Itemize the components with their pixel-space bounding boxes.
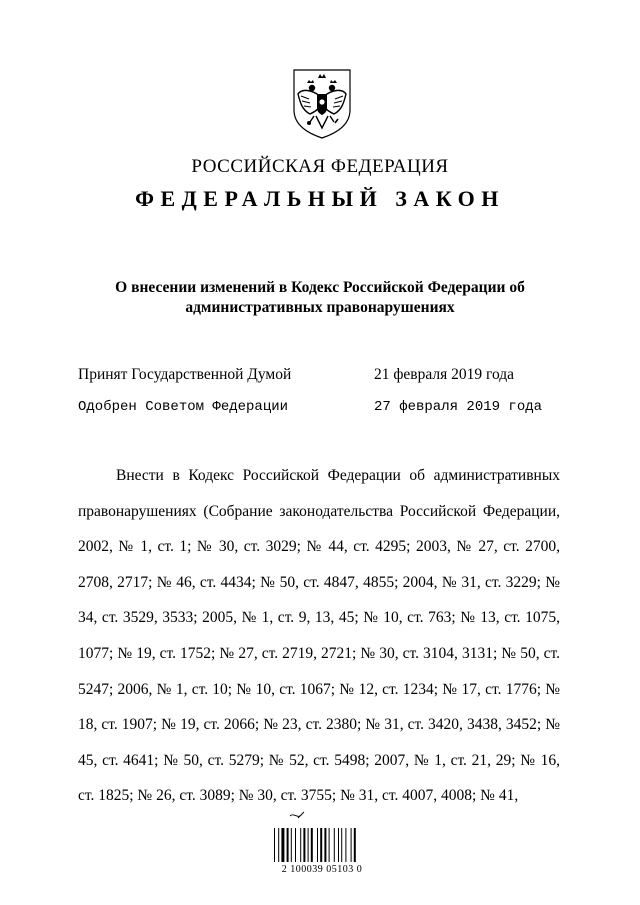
duma-adoption-label: Принят Государственной Думой: [78, 366, 292, 383]
barcode-number: 2 100039 05103 0: [281, 864, 363, 875]
body-paragraph: Внести в Кодекс Российской Федерации об административных правонарушениях (Собрание законодательства Российской Федерации, 2002, № 1, ст. 1; № 30, ст. 3029; № 44, ст. 4295; 2003, № 27, ст. 2700, 2708, 2717; № 46, ст. 4434; № 50, ст. 4847, 4855; 2004, № 31, ст. 3229; № 34, ст. 3529, 3533; 2005, № 1, ст. 9, 13, 45; № 10, ст. 763; № 13, ст. 1075, 1077; № 19, ст. 1752; № 27, ст. 2719, 2721; № 30, ст. 3104, 3131; № 50, ст. 5247; 2006, № 1, ст. 10; № 10, ст. 1067; № 12, ст. 1234; № 17, ст. 1776; № 18, ст. 1907; № 19, ст. 2066; № 23, ст. 2380; № 31, ст. 3420, 3438, 3452; № 45, ст. 4641; № 50, ст. 5279; № 52, ст. 5498; 2007, № 1, ст. 21, 29; № 16, ст. 1825; № 26, ст. 3089; № 30, ст. 3755; № 31, ст. 4007, 4008; № 41,: [78, 467, 560, 805]
russian-coat-of-arms-icon: [290, 66, 354, 140]
barcode-bars: [274, 828, 356, 862]
document-title-line-1: О внесении изменений в Кодекс Российской Федерации об: [115, 279, 525, 296]
document-type-heading: ФЕДЕРАЛЬНЫЙ ЗАКОН: [135, 186, 505, 211]
document-title-line-2: административных правонарушениях: [185, 299, 455, 316]
document-title: [90, 278, 550, 318]
duma-adoption-date: 21 февраля 2019 года: [374, 366, 515, 383]
council-approval-date: 27 февраля 2019 года: [374, 399, 543, 415]
country-heading: РОССИЙСКАЯ ФЕДЕРАЦИЯ: [191, 156, 449, 177]
council-approval-label: Одобрен Советом Федерации: [78, 399, 289, 415]
